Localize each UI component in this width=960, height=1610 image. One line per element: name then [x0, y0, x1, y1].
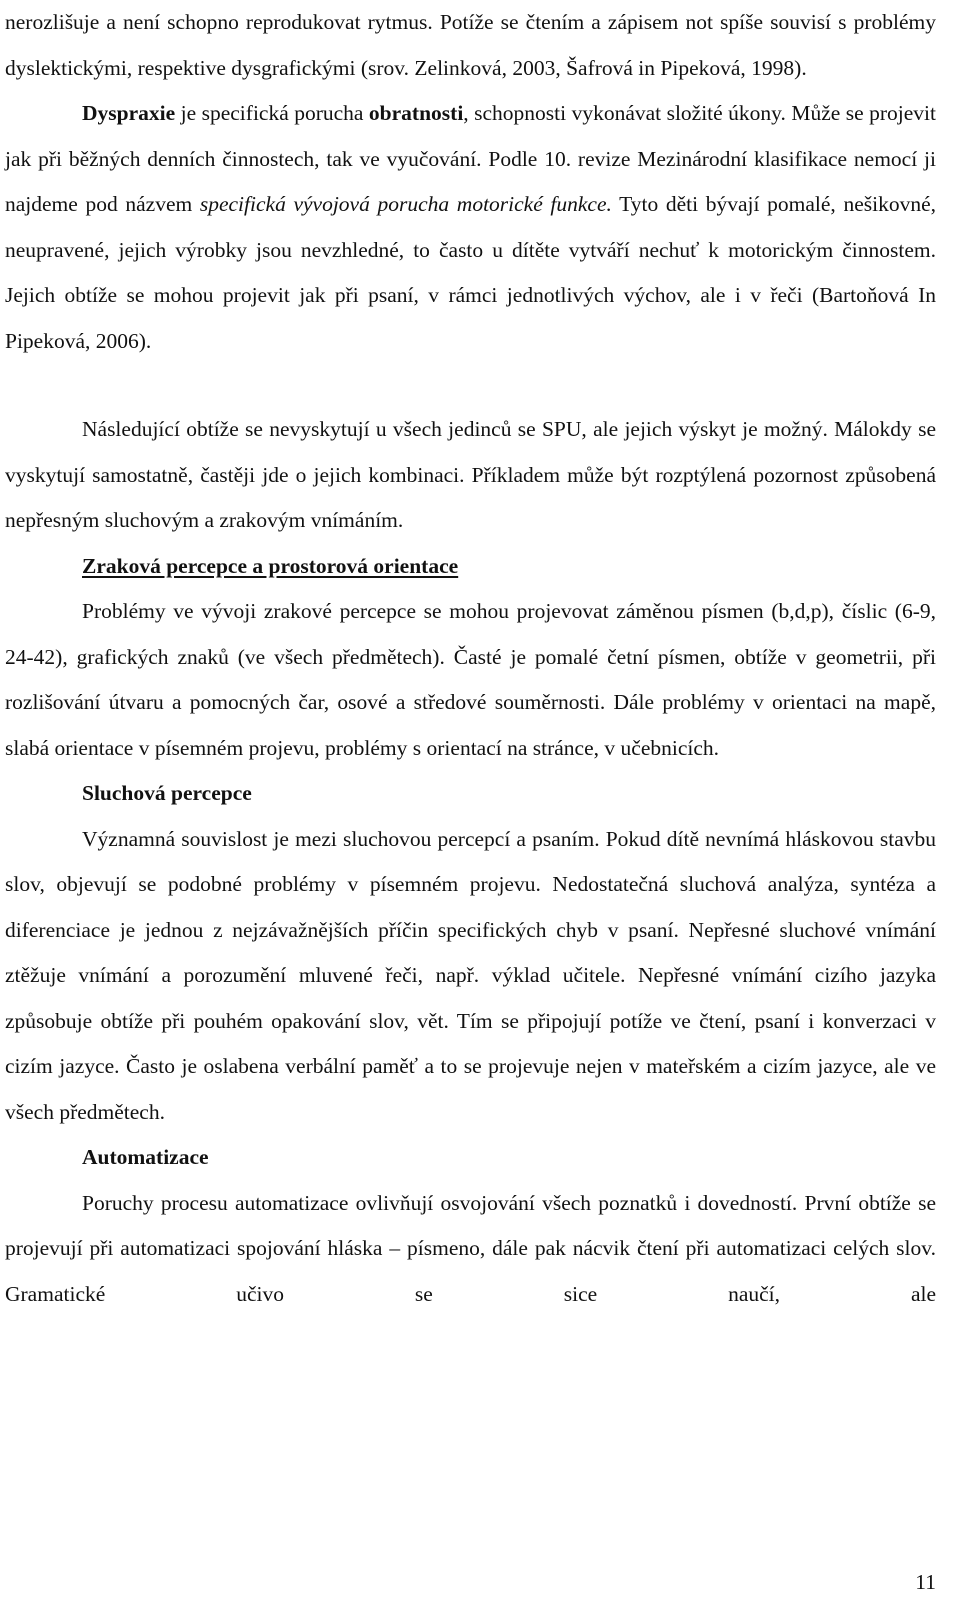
- paragraph-music: nerozlišuje a není schopno reprodukovat rytmus. Potíže se čtením a zápisem not spíše souvisí s problémy dyslektickými, respektive dysgrafickými (srov. Zelinková, 2003, Šafrová in Pipeková, 1998).: [5, 10, 936, 80]
- paragraph-auditory-perception: Významná souvislost je mezi sluchovou percepcí a psaním. Pokud dítě nevnímá hláskovou stavbu slov, objevují se podobné problémy v písemném projevu. Nedostatečná sluchová analýza, syntéza a diferenciace je jednou z nejzávažnějších příčin specifických chyb v psaní. Nepřesné sluchové vnímání ztěžuje vnímání a porozumění mluvené řeči, např. výklad učitele. Nepřesné vnímání cizího jazyka způsobuje obtíže při pouhém opakování slov, vět. Tím se připojují potíže ve čtení, psaní i konverzaci v cizím jazyce. Často je oslabena verbální paměť a to se projevuje nejen v mateřském a cizím jazyce, ale ve všech předmětech.: [5, 826, 936, 1124]
- paragraph-following-difficulties: Následující obtíže se nevyskytují u všech jedinců se SPU, ale jejich výskyt je možný. Málokdy se vyskytují samostatně, častěji jde o jejich kombinaci. Příkladem může být rozptýlená pozornost způsobená nepřesným sluchovým a zrakovým vnímáním.: [5, 417, 936, 532]
- document-page: [5, 0, 936, 1363]
- heading-automation: Automatizace: [82, 1145, 209, 1169]
- italic-diagnosis-name: specifická vývojová porucha motorické funkce.: [199, 192, 612, 216]
- paragraph-visual-perception: Problémy ve vývoji zrakové percepce se mohou projevovat záměnou písmen (b,d,p), číslic (6-9, 24-42), grafických znaků (ve všech předmětech). Časté je pomalé četní písmen, obtíže v geometrii, při rozlišování útvaru a pomocných čar, osové a středové souměrnosti. Dále problémy v orientaci na mapě, slabá orientace v písemném projevu, problémy s orientací na stránce, v učebnicích.: [5, 599, 936, 760]
- heading-auditory-perception: Sluchová percepce: [82, 781, 252, 805]
- text-segment: je specifická porucha: [175, 101, 369, 125]
- term-dyspraxia: Dyspraxie: [82, 101, 176, 125]
- text-segment: , schopnosti vykonávat složité úkony. Může se projevit jak při běžných denních činnostech, tak ve vyučování. Podle 10. revize Mezinárodní klasifikace nemocí ji najdeme pod názvem: [5, 101, 937, 216]
- paragraph-automation: Poruchy procesu automatizace ovlivňují osvojování všech poznatků i dovedností. První obtíže se projevují při automatizaci spojování hláska – písmeno, dále pak nácvik čtení při automatizaci celých slov. Gramatické učivo se sice naučí, ale: [5, 1190, 936, 1306]
- paragraph-dyspraxia: [5, 91, 936, 364]
- page-number: 11: [915, 1570, 936, 1594]
- heading-visual-perception: Zraková percepce a prostorová orientace: [82, 553, 459, 578]
- text-segment: Tyto děti bývají pomalé, nešikovné, neupravené, jejich výrobky jsou nevzhledné, to často u dítěte vytváří nechuť k motorickým činnostem. Jejich obtíže se mohou projevit jak při psaní, v rámci jednotlivých výchov, ale i v řeči (Bartoňová In Pipeková, 2006).: [5, 192, 936, 353]
- term-obratnost: obratnosti: [368, 101, 464, 125]
